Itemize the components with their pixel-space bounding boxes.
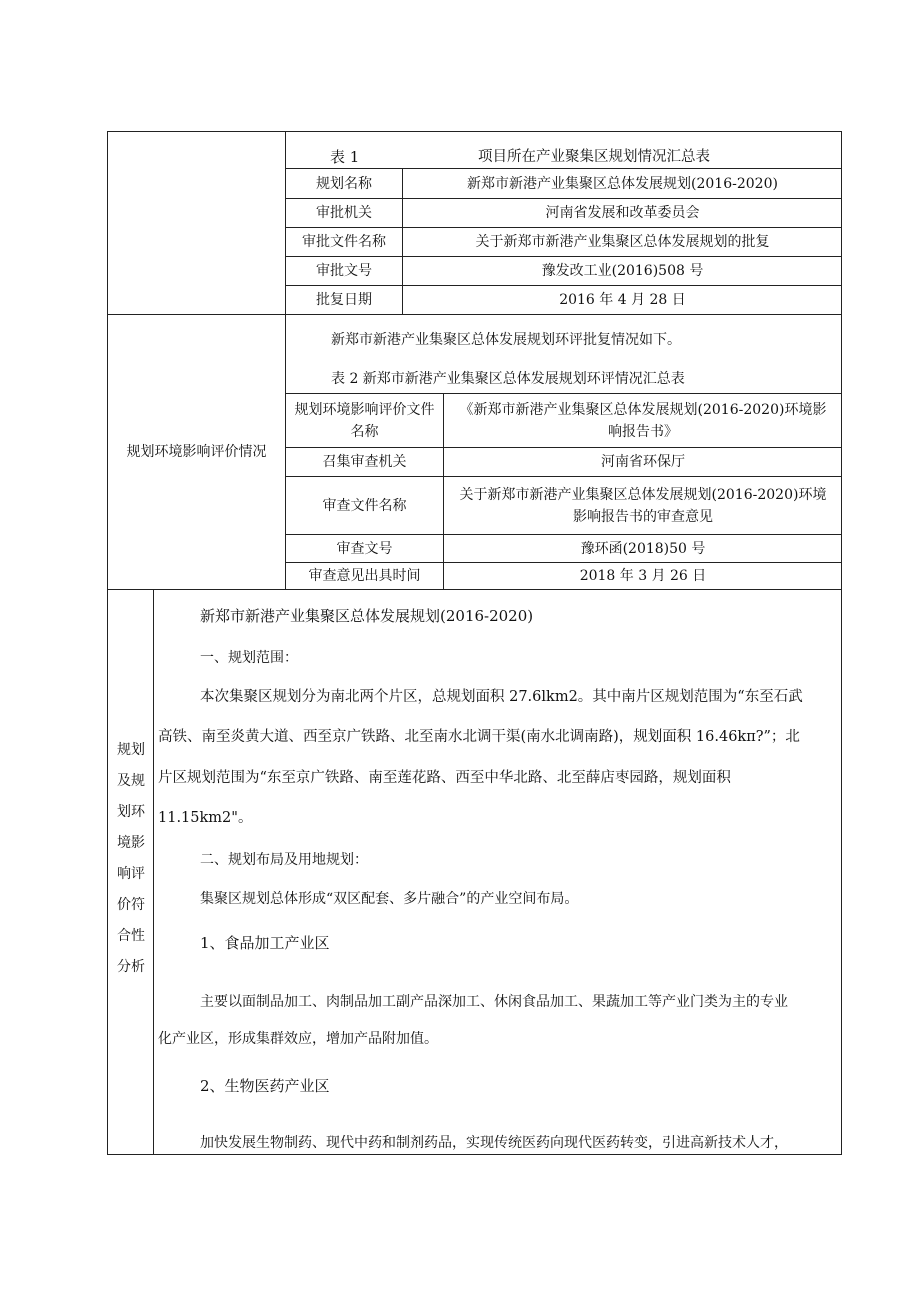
table2-label bbox=[286, 394, 443, 447]
table2-value-line: 影响报告书的审查意见 bbox=[573, 508, 713, 525]
table2-label: 审查文件名称 bbox=[322, 497, 407, 514]
side-label-line: 及规 bbox=[117, 773, 145, 789]
section3-subheading: 2、生物医药产业区 bbox=[200, 1077, 330, 1095]
section3-side-label bbox=[110, 735, 152, 983]
side-label-line: 价符 bbox=[117, 897, 145, 913]
table2-label-line: 名称 bbox=[350, 423, 379, 440]
table1-label: 审批文件名称 bbox=[302, 234, 386, 250]
table1-value: 河南省发展和改革委员会 bbox=[545, 205, 700, 221]
side-label-line: 响评 bbox=[117, 866, 145, 882]
table2-label: 审查文号 bbox=[336, 540, 393, 557]
body-line: 主要以面制品加工、肉制品加工副产品深加工、休闲食品加工、果蔬加工等产业门类为主的专业 bbox=[200, 994, 788, 1010]
body-line: 集聚区规划总体形成“双区配套、多片融合”的产业空间布局。 bbox=[200, 891, 579, 907]
table2-caption: 表 2 新郑市新港产业集聚区总体发展规划环评情况汇总表 bbox=[331, 371, 685, 387]
table2-value-line: 关于新郑市新港产业集聚区总体发展规划(2016-2020)环境 bbox=[459, 486, 827, 503]
table2-label-line: 规划环境影响评价文件 bbox=[294, 401, 435, 418]
body-line: 11.15km2"。 bbox=[158, 810, 253, 826]
table2-value-line: 响报告书》 bbox=[608, 423, 678, 440]
section3-heading: 一、规划范围： bbox=[200, 650, 298, 666]
body-line: 加快发展生物制药、现代中药和制剂药品，实现传统医药向现代医药转变，引进高新技术人才， bbox=[200, 1135, 788, 1151]
table2-value bbox=[444, 477, 842, 534]
table-divider bbox=[107, 589, 842, 590]
table1-value: 关于新郑市新港产业集聚区总体发展规划的批复 bbox=[475, 234, 770, 250]
table1-label: 审批文号 bbox=[316, 263, 372, 279]
table1-caption-title: 项目所在产业聚集区规划情况汇总表 bbox=[478, 149, 710, 165]
table2-value bbox=[444, 394, 842, 447]
section3-title: 新郑市新港产业集聚区总体发展规划(2016-2020) bbox=[200, 607, 534, 625]
side-label-line: 划环 bbox=[117, 804, 145, 820]
section2-intro: 新郑市新港产业集聚区总体发展规划环评批复情况如下。 bbox=[331, 332, 681, 348]
body-line: 化产业区，形成集群效应，增加产品附加值。 bbox=[158, 1031, 438, 1047]
table1-label: 批复日期 bbox=[316, 292, 372, 308]
section3-subheading: 1、食品加工产业区 bbox=[200, 934, 330, 952]
table1-value: 豫发改工业(2016)508 号 bbox=[541, 263, 704, 279]
table-divider bbox=[153, 589, 154, 1155]
body-line: 片区规划范围为“东至京广铁路、南至莲花路、西至中华北路、北至薛店枣园路，规划面积 bbox=[158, 770, 731, 786]
body-line: 本次集聚区规划分为南北两个片区，总规划面积 27.6lkm2。其中南片区规划范围为“东至石武 bbox=[200, 689, 803, 705]
table2-value: 河南省环保厅 bbox=[601, 454, 685, 470]
side-label-line: 境影 bbox=[117, 835, 145, 851]
table1-label: 审批机关 bbox=[316, 205, 372, 221]
table1-value: 新郑市新港产业集聚区总体发展规划(2016-2020) bbox=[467, 175, 778, 192]
table1-caption-number: 表 1 bbox=[330, 148, 360, 166]
table2-label: 审查意见出具时间 bbox=[308, 568, 421, 584]
section2-side-label: 规划环境影响评价情况 bbox=[126, 444, 267, 460]
side-label-line: 分析 bbox=[117, 959, 145, 975]
body-line: 高铁、南至炎黄大道、西至京广铁路、北至南水北调干渠(南水北调南路)，规划面积 16.46kπ?”；北 bbox=[158, 729, 800, 745]
side-label-line: 规划 bbox=[117, 742, 145, 758]
table2-value: 豫环函(2018)50 号 bbox=[580, 540, 706, 557]
table1-value: 2016 年 4 月 28 日 bbox=[559, 292, 686, 308]
table2-value: 2018 年 3 月 26 日 bbox=[579, 568, 707, 584]
section3-heading: 二、规划布局及用地规划： bbox=[200, 852, 368, 868]
table2-value-line: 《新郑市新港产业集聚区总体发展规划(2016-2020)环境影 bbox=[459, 401, 827, 418]
table2-label: 召集审查机关 bbox=[322, 454, 407, 470]
table1-label: 规划名称 bbox=[316, 175, 372, 192]
side-label-line: 合性 bbox=[117, 928, 145, 944]
